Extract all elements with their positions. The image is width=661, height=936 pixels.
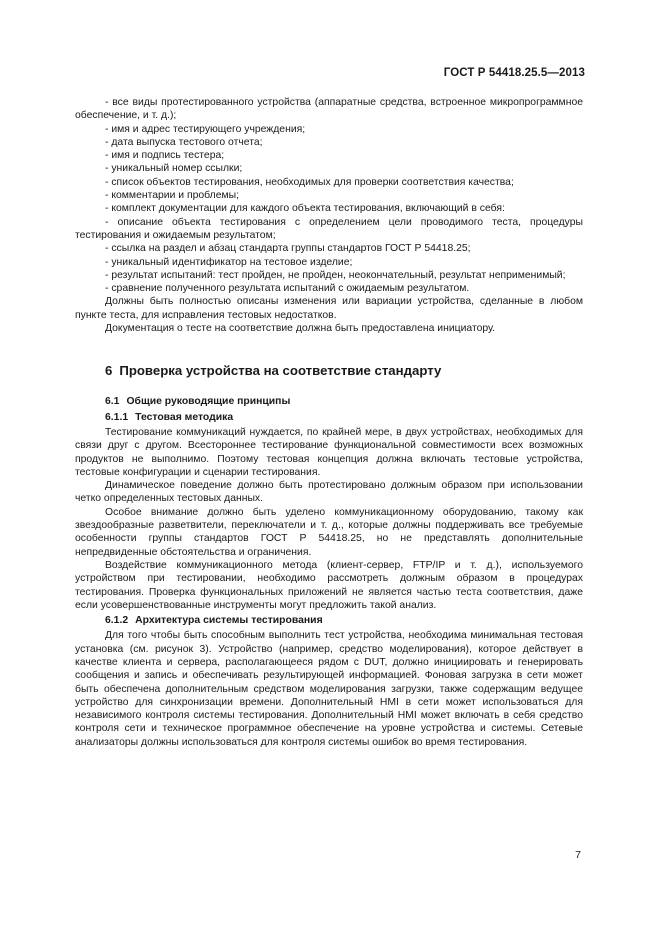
section-6-1-1-heading [75,411,583,424]
section-6-1-heading [75,395,583,408]
section-title: Архитектура системы тестирования [135,615,323,627]
paragraph-changes: Должны быть полностью описаны изменения или вариации устройства, сделанные в любом пункте теста, для исправления тестовых недостатков. [75,296,583,321]
section-number: 6.1 [105,396,120,408]
list-item: - имя и адрес тестирующего учреждения; [105,123,306,135]
list-item: - комментарии и проблемы; [105,190,239,202]
page-body [75,96,583,749]
section-6-heading [75,363,583,379]
list-item: - комплект документации для каждого объекта тестирования, включающий в себя: [105,203,505,215]
section-title: Проверка устройства на соответствие стандарту [119,363,442,379]
section-6-1-2-heading [75,614,583,627]
section-title: Общие руководящие принципы [126,396,291,408]
paragraph-docs: Документация о тесте на соответствие должна быть предоставлена инициатору. [105,323,496,335]
list-item: - список объектов тестирования, необходимых для проверки соответствия качества; [105,176,514,188]
section-title: Тестовая методика [135,411,234,423]
list-item: - описание объекта тестирования с определением цели проводимого теста, процедуры тестирования и ожидаемым результатом; [75,216,583,241]
list-item: - ссылка на раздел и абзац стандарта группы стандартов ГОСТ Р 54418.25; [105,243,471,255]
section-number: 6.1.1 [105,411,129,423]
list-item: - уникальный номер ссылки; [105,163,243,175]
list-item: - дата выпуска тестового отчета; [105,136,263,148]
paragraph: Особое внимание должно быть уделено коммуникационному оборудованию, такому как звездообразные разветвители, переключатели и т. д., которые должны поддерживать все требуемые особенности группы стандартов ГОСТ Р 54418.25, но не представлять дополнительные непредвиденные обстоятельства и ограничения. [75,506,583,558]
paragraph: Воздействие коммуникационного метода (клиент-сервер, FTP/IP и т. д.), используемого устройством при тестировании, необходимо рассмотреть должным образом в процедурах тестирования. Проверка функциональных приложений не является частью теста соответствия, даже если усовершенствованные инструменты могут предложить такой анализ. [75,559,583,611]
list-item: - сравнение полученного результата испытаний с ожидаемым результатом. [105,283,470,295]
page-number: 7 [575,849,581,861]
standard-header: ГОСТ Р 54418.25.5—2013 [443,67,585,79]
list-item: - уникальный идентификатор на тестовое изделие; [105,256,353,268]
list-item: - все виды протестированного устройства (аппаратные средства, встроенное микропрограммное обеспечение, и т. д.); [75,97,583,122]
section-number: 6.1.2 [105,615,129,627]
list-item: - результат испытаний: тест пройден, не пройден, неокончательный, результат неприменимый; [105,269,566,281]
paragraph: Тестирование коммуникаций нуждается, по крайней мере, в двух устройствах, необходимых для связи друг с другом. Всестороннее тестирование функциональной совместимости всех возможных продуктов не выполнимо. Поэтому тестовая концепция должна включать тестовые устройства, тестовые конфигурации и сценарии тестирования. [75,426,583,478]
list-item: - имя и подпись тестера; [105,150,225,162]
paragraph: Динамическое поведение должно быть протестировано должным образом при использовании четко определенных тестовых данных. [75,480,583,505]
paragraph: Для того чтобы быть способным выполнить тест устройства, необходима минимальная тестовая установка (см. рисунок 3). Устройство (например, средство моделирования), которое действует в качестве клиента и сервера, располагающееся рядом с DUT, должно инициировать и генерировать сообщения и запись и обеспечивать результирующей информацией. Фоновая загрузка в сети может быть обеспечена дополнительным средством моделирования загрузки, также содержащим ведущее устройство для синхронизации времени. Дополнительный HMI в сети может использоваться для независимого контроля системы тестирования. Дополнительный HMI может включать в себя средство контроля сети и техническое программное обеспечение на уровне устройства и системы. Сетевые анализаторы должны использоваться для контроля системы ошибок во время тестирования. [75,630,583,748]
section-number: 6 [105,363,113,379]
